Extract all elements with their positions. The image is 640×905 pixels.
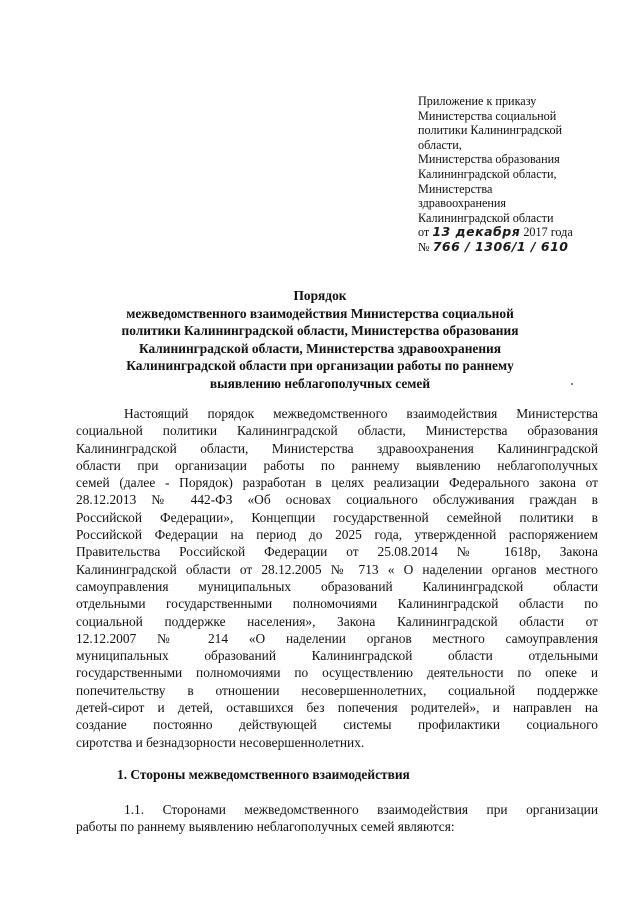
appendix-line: области, (418, 137, 462, 152)
intro-line: 28.12.2013 № 442-ФЗ «Об основах социального обслуживания граждан в (76, 492, 598, 508)
intro-line: детей-сирот и детей, оставшихся без попечения родителей», и направлен на (76, 700, 598, 716)
intro-line: 12.12.2007 № 214 «О наделении органов местного самоуправления (76, 630, 598, 646)
intro-line: Российской Федерации», Концепции государственной семейной политики в (76, 509, 598, 525)
date-prefix: от (418, 225, 430, 240)
intro-line: семей (далее - Порядок) разработан в целях реализации Федерального закона от (76, 475, 598, 491)
date-suffix: 2017 года (523, 225, 573, 240)
section-heading: 1. Стороны межведомственного взаимодействия (117, 767, 410, 782)
title-line: Калининградской области при организации работы по раннему (126, 358, 514, 374)
handwritten-date: 13 декабря (432, 224, 521, 240)
intro-line: Настоящий порядок межведомственного взаимодействия Министерства (124, 406, 598, 421)
intro-line: Калининградской области от 28.12.2005 № 713 « О наделении органов местного (76, 561, 598, 577)
intro-line: создание постоянно действующей системы профилактики социального (76, 717, 598, 733)
intro-line: Калининградской области, Министерства здравоохранения Калининградской (76, 440, 598, 456)
appendix-line: Приложение к приказу (418, 94, 537, 108)
appendix-line: здравоохранения (418, 196, 507, 211)
intro-line: попечительству в отношении несовершеннолетних, социальной поддержке (76, 682, 598, 698)
number-prefix: № (418, 239, 430, 254)
appendix-line: Калининградской области (418, 210, 554, 225)
intro-line: социальной поддержке населения», Закона Калининградской области от (76, 613, 598, 629)
appendix-line: Калининградской области, (418, 166, 557, 181)
appendix-block (418, 94, 618, 255)
appendix-date-line (418, 225, 618, 240)
appendix-line: политики Калининградской (418, 123, 563, 138)
appendix-line: Министерства социальной (418, 108, 557, 123)
scan-dot (571, 383, 573, 385)
appendix-line: Министерства (418, 181, 493, 196)
handwritten-number: 766 / 1306/1 / 610 (432, 238, 569, 254)
title-line: политики Калининградской области, Министерства образования (121, 323, 519, 339)
intro-line: отдельными государственными полномочиями Калининградской области по (76, 596, 598, 612)
appendix-line: Министерства образования (418, 152, 560, 167)
document-title (90, 287, 550, 393)
intro-line: области при организации работы по раннему выявлению неблагополучных (76, 457, 598, 473)
section1-paragraph (76, 801, 598, 836)
section1-line: работы по раннему выявлению неблагополучных семей являются: (76, 819, 455, 835)
intro-line: Правительства Российской Федерации от 25.08.2014 № 1618р, Закона (76, 544, 598, 560)
intro-line: Российской Федерации на период до 2025 года, утвержденной распоряжением (76, 527, 598, 543)
intro-line: муниципальных образований Калининградской области отдельными (76, 648, 598, 664)
intro-paragraph (76, 405, 598, 751)
title-line: Калининградской области, Министерства здравоохранения (138, 340, 502, 356)
title-line: Порядок (293, 288, 347, 303)
intro-line: самоуправления муниципальных образований Калининградской области (76, 578, 598, 594)
intro-line: сиротства и безнадзорности несовершеннолетних. (76, 734, 365, 750)
intro-line: государственными полномочиями по осуществлению деятельности по опеке и (76, 665, 598, 681)
intro-line: социальной политики Калининградской области, Министерства образования (76, 423, 598, 439)
section1-line: 1.1. Сторонами межведомственного взаимодействия при организации (124, 802, 598, 817)
title-line: межведомственного взаимодействия Министерства социальной (126, 305, 514, 321)
appendix-number-line (418, 240, 618, 255)
title-line: выявлению неблагополучных семей (209, 375, 431, 391)
